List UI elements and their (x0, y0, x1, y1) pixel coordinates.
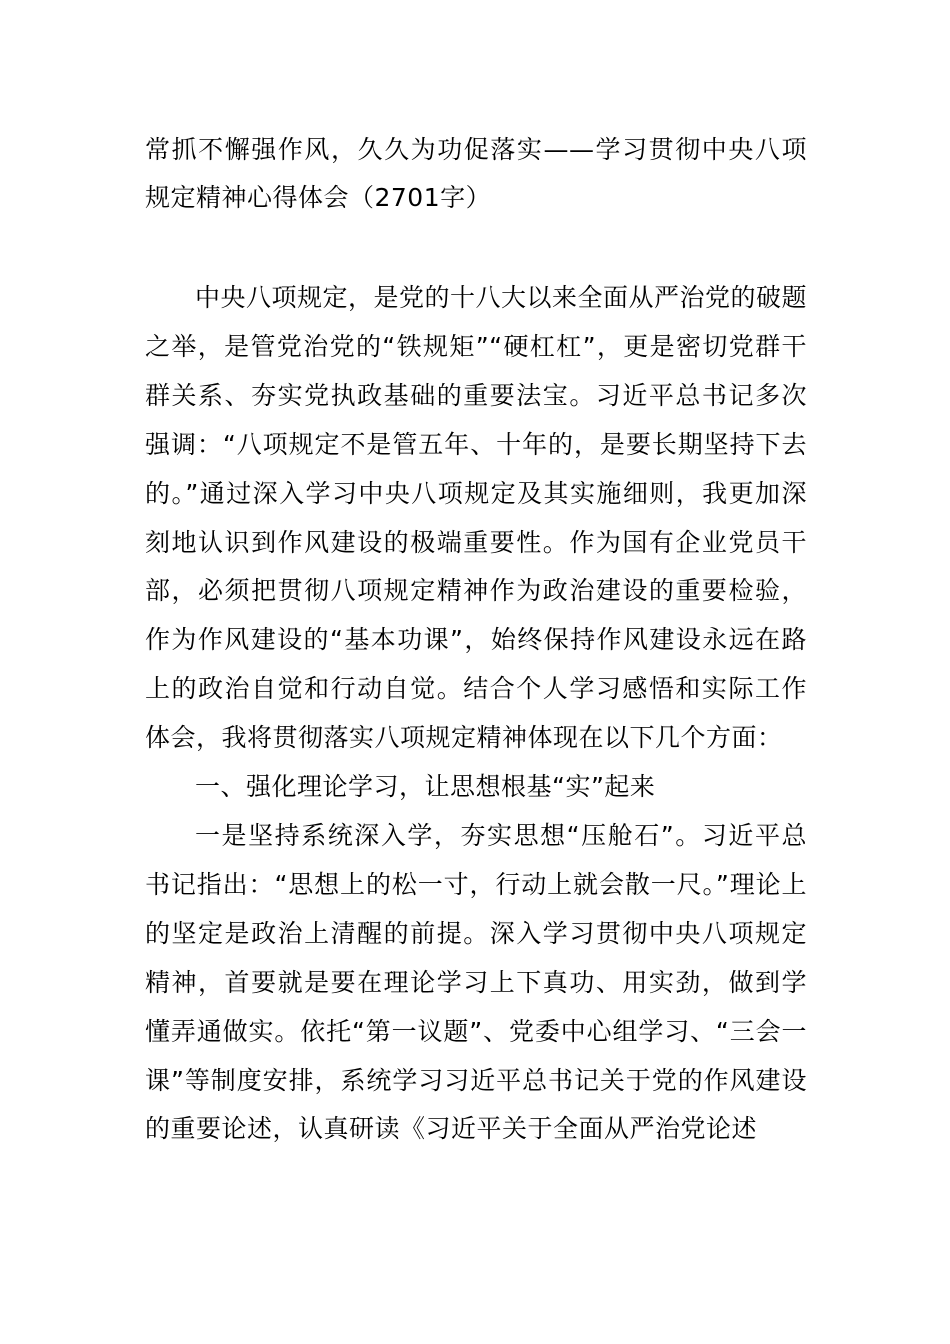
document-body (145, 274, 807, 1154)
section-heading: 一、强化理论学习，让思想根基“实”起来 (195, 772, 656, 802)
document-title: 常抓不懈强作风，久久为功促落实——学习贯彻中央八项规定精神心得体会（2701字） (145, 135, 807, 212)
intro-paragraph: 中央八项规定，是党的十八大以来全面从严治党的破题之举，是管党治党的“铁规矩”“硬杠杠”，更是密切党群干群关系、夯实党执政基础的重要法宝。习近平总书记多次强调：“八项规定不是管五年、十年的，是要长期坚持下去的。”通过深入学习中央八项规定及其实施细则，我更加深刻地认识到作风建设的极端重要性。作为国有企业党员干部，必须把贯彻八项规定精神作为政治建设的重要检验，作为作风建设的“基本功课”，始终保持作风建设永远在路上的政治自觉和行动自觉。结合个人学习感悟和实际工作体会，我将贯彻落实八项规定精神体现在以下几个方面： (145, 283, 808, 753)
body-paragraph: 一是坚持系统深入学，夯实思想“压舱石”。习近平总书记指出：“思想上的松一寸，行动上就会散一尺。”理论上的坚定是政治上清醒的前提。深入学习贯彻中央八项规定精神，首要就是要在理论学习上下真功、用实劲，做到学懂弄通做实。依托“第一议题”、党委中心组学习、“三会一课”等制度安排，系统学习习近平总书记关于党的作风建设的重要论述，认真研读《习近平关于全面从严治党论述 (145, 820, 807, 1144)
